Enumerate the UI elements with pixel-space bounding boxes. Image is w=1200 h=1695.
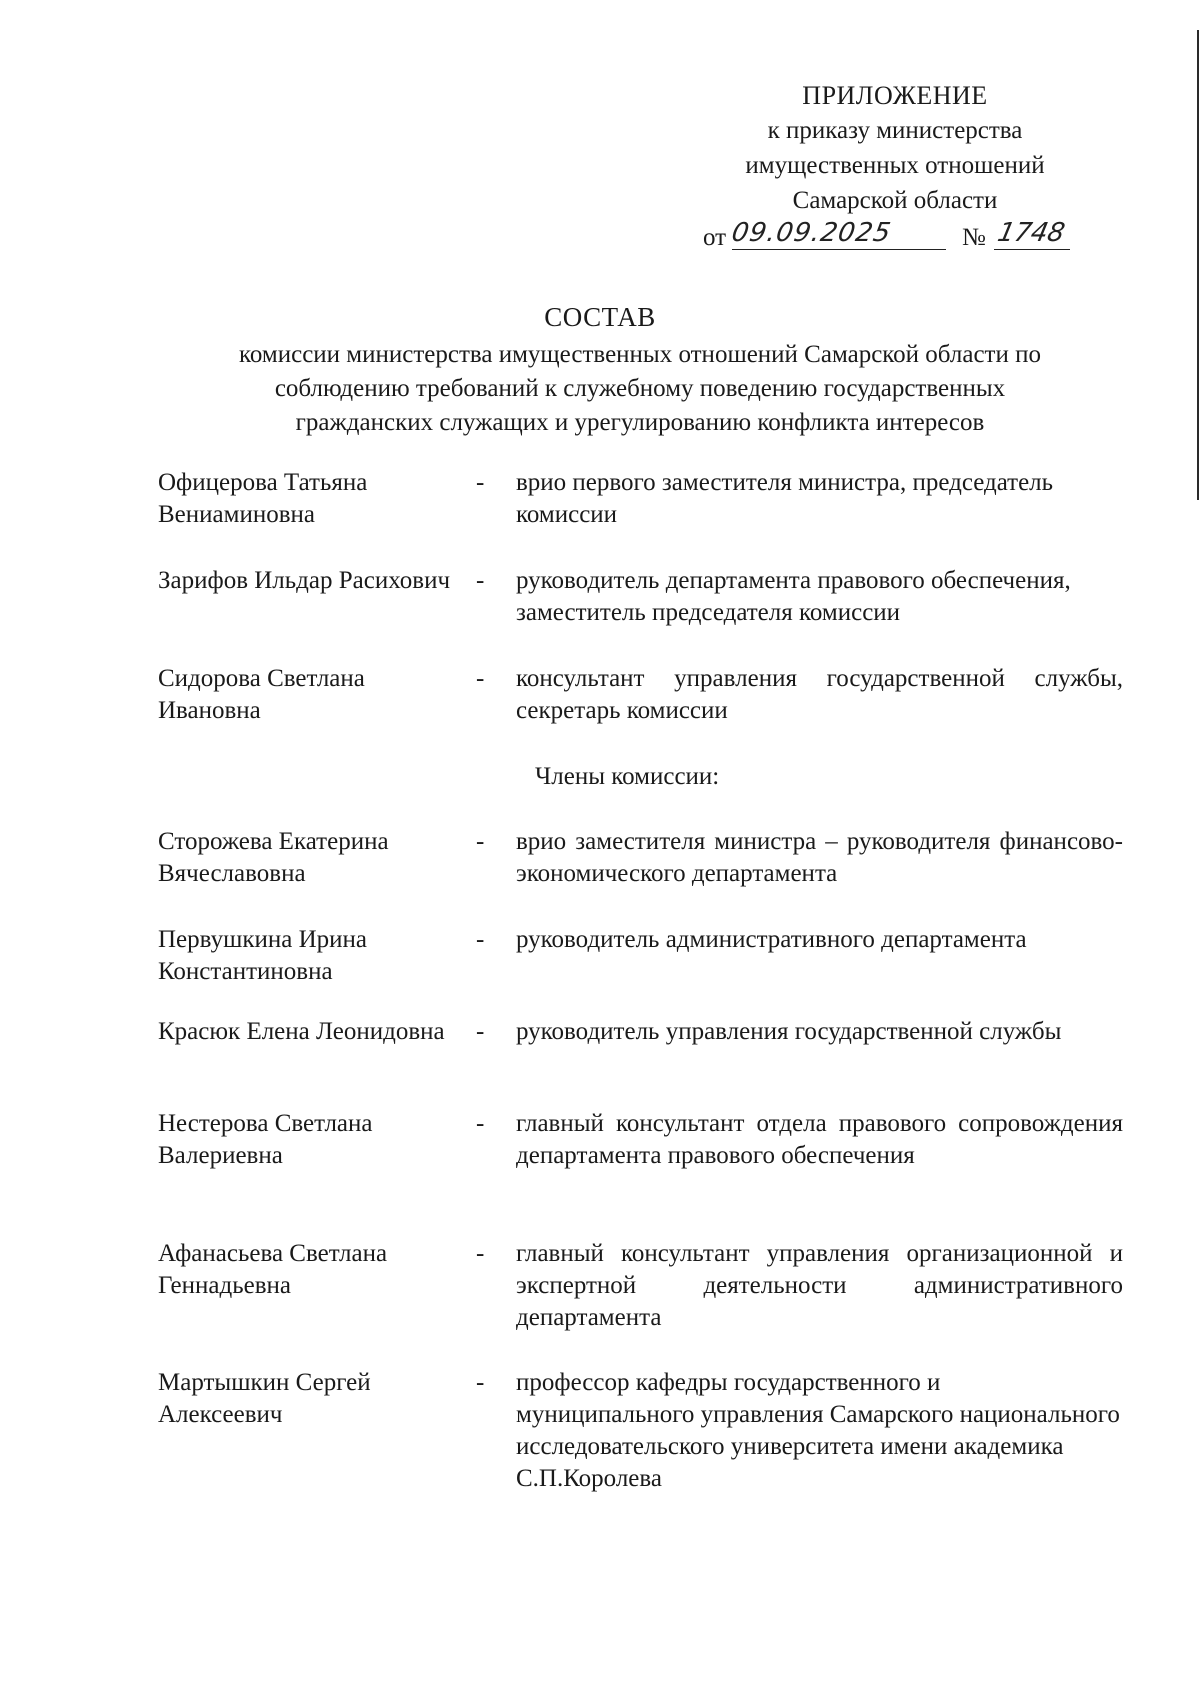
appendix-line-order: к приказу министерства — [767, 117, 1023, 144]
member-name: Первушкина Ирина Константиновна — [158, 926, 368, 985]
member-dash: - — [476, 1240, 485, 1267]
document-subtitle — [140, 338, 1140, 440]
appendix-line-ministry: имущественных отношений — [745, 152, 1045, 179]
member-dash: - — [476, 828, 485, 855]
member-name: Афанасьева Светлана Геннадьевна — [158, 1240, 388, 1299]
member-role: главный консультант отдела правового сопровождения департамента правового обеспечения — [516, 1110, 1123, 1169]
member-role: врио заместителя министра – руководителя финансово-экономического департамента — [516, 828, 1123, 887]
document-subtitle-line-1: комиссии министерства имущественных отношений Самарской области по — [239, 341, 1041, 368]
member-role: руководитель управления государственной службы — [516, 1018, 1062, 1045]
member-dash: - — [476, 1018, 485, 1045]
member-name: Сторожева Екатерина Вячеславовна — [158, 828, 389, 887]
order-date-handwritten: 09.09.2025 — [729, 218, 894, 248]
member-dash: - — [476, 926, 485, 953]
document-subtitle-line-2: соблюдению требований к служебному поведению государственных — [274, 375, 1006, 402]
scan-edge-line — [1197, 30, 1199, 500]
order-date-number-line — [700, 220, 1090, 260]
member-name: Мартышкин Сергей Алексеевич — [158, 1369, 371, 1428]
order-number-handwritten: 1748 — [994, 218, 1068, 248]
member-dash: - — [476, 1369, 485, 1396]
member-role: профессор кафедры государственного и муниципального управления Самарского национального исследовательского университета имени академика С.П.Королева — [516, 1369, 1120, 1492]
member-dash: - — [476, 1110, 485, 1137]
member-dash: - — [476, 469, 485, 496]
member-dash: - — [476, 665, 485, 692]
member-role: руководитель административного департамента — [516, 926, 1027, 953]
document-title: СОСТАВ — [544, 302, 656, 332]
order-date-label: от — [703, 224, 727, 251]
member-name: Зарифов Ильдар Расихович — [158, 567, 451, 594]
member-name: Офицерова Татьяна Вениаминовна — [158, 469, 368, 528]
member-role: руководитель департамента правового обеспечения, заместитель председателя комиссии — [516, 567, 1071, 626]
member-dash: - — [476, 567, 485, 594]
appendix-block — [700, 78, 1090, 260]
member-name: Сидорова Светлана Ивановна — [158, 665, 365, 724]
appendix-line-region: Самарской области — [792, 187, 998, 214]
document-subtitle-line-3: гражданских служащих и урегулированию конфликта интересов — [295, 409, 985, 436]
member-role: консультант управления государственной службы, секретарь комиссии — [516, 665, 1123, 724]
member-role: главный консультант управления организационной и экспертной деятельности административного департамента — [516, 1240, 1123, 1331]
member-name: Нестерова Светлана Валериевна — [158, 1110, 373, 1169]
member-role: врио первого заместителя министра, председатель комиссии — [516, 469, 1054, 528]
appendix-title: ПРИЛОЖЕНИЕ — [802, 81, 988, 110]
order-number-label: № — [962, 224, 986, 251]
member-name: Красюк Елена Леонидовна — [158, 1018, 445, 1045]
members-heading: Члены комиссии: — [535, 763, 720, 790]
